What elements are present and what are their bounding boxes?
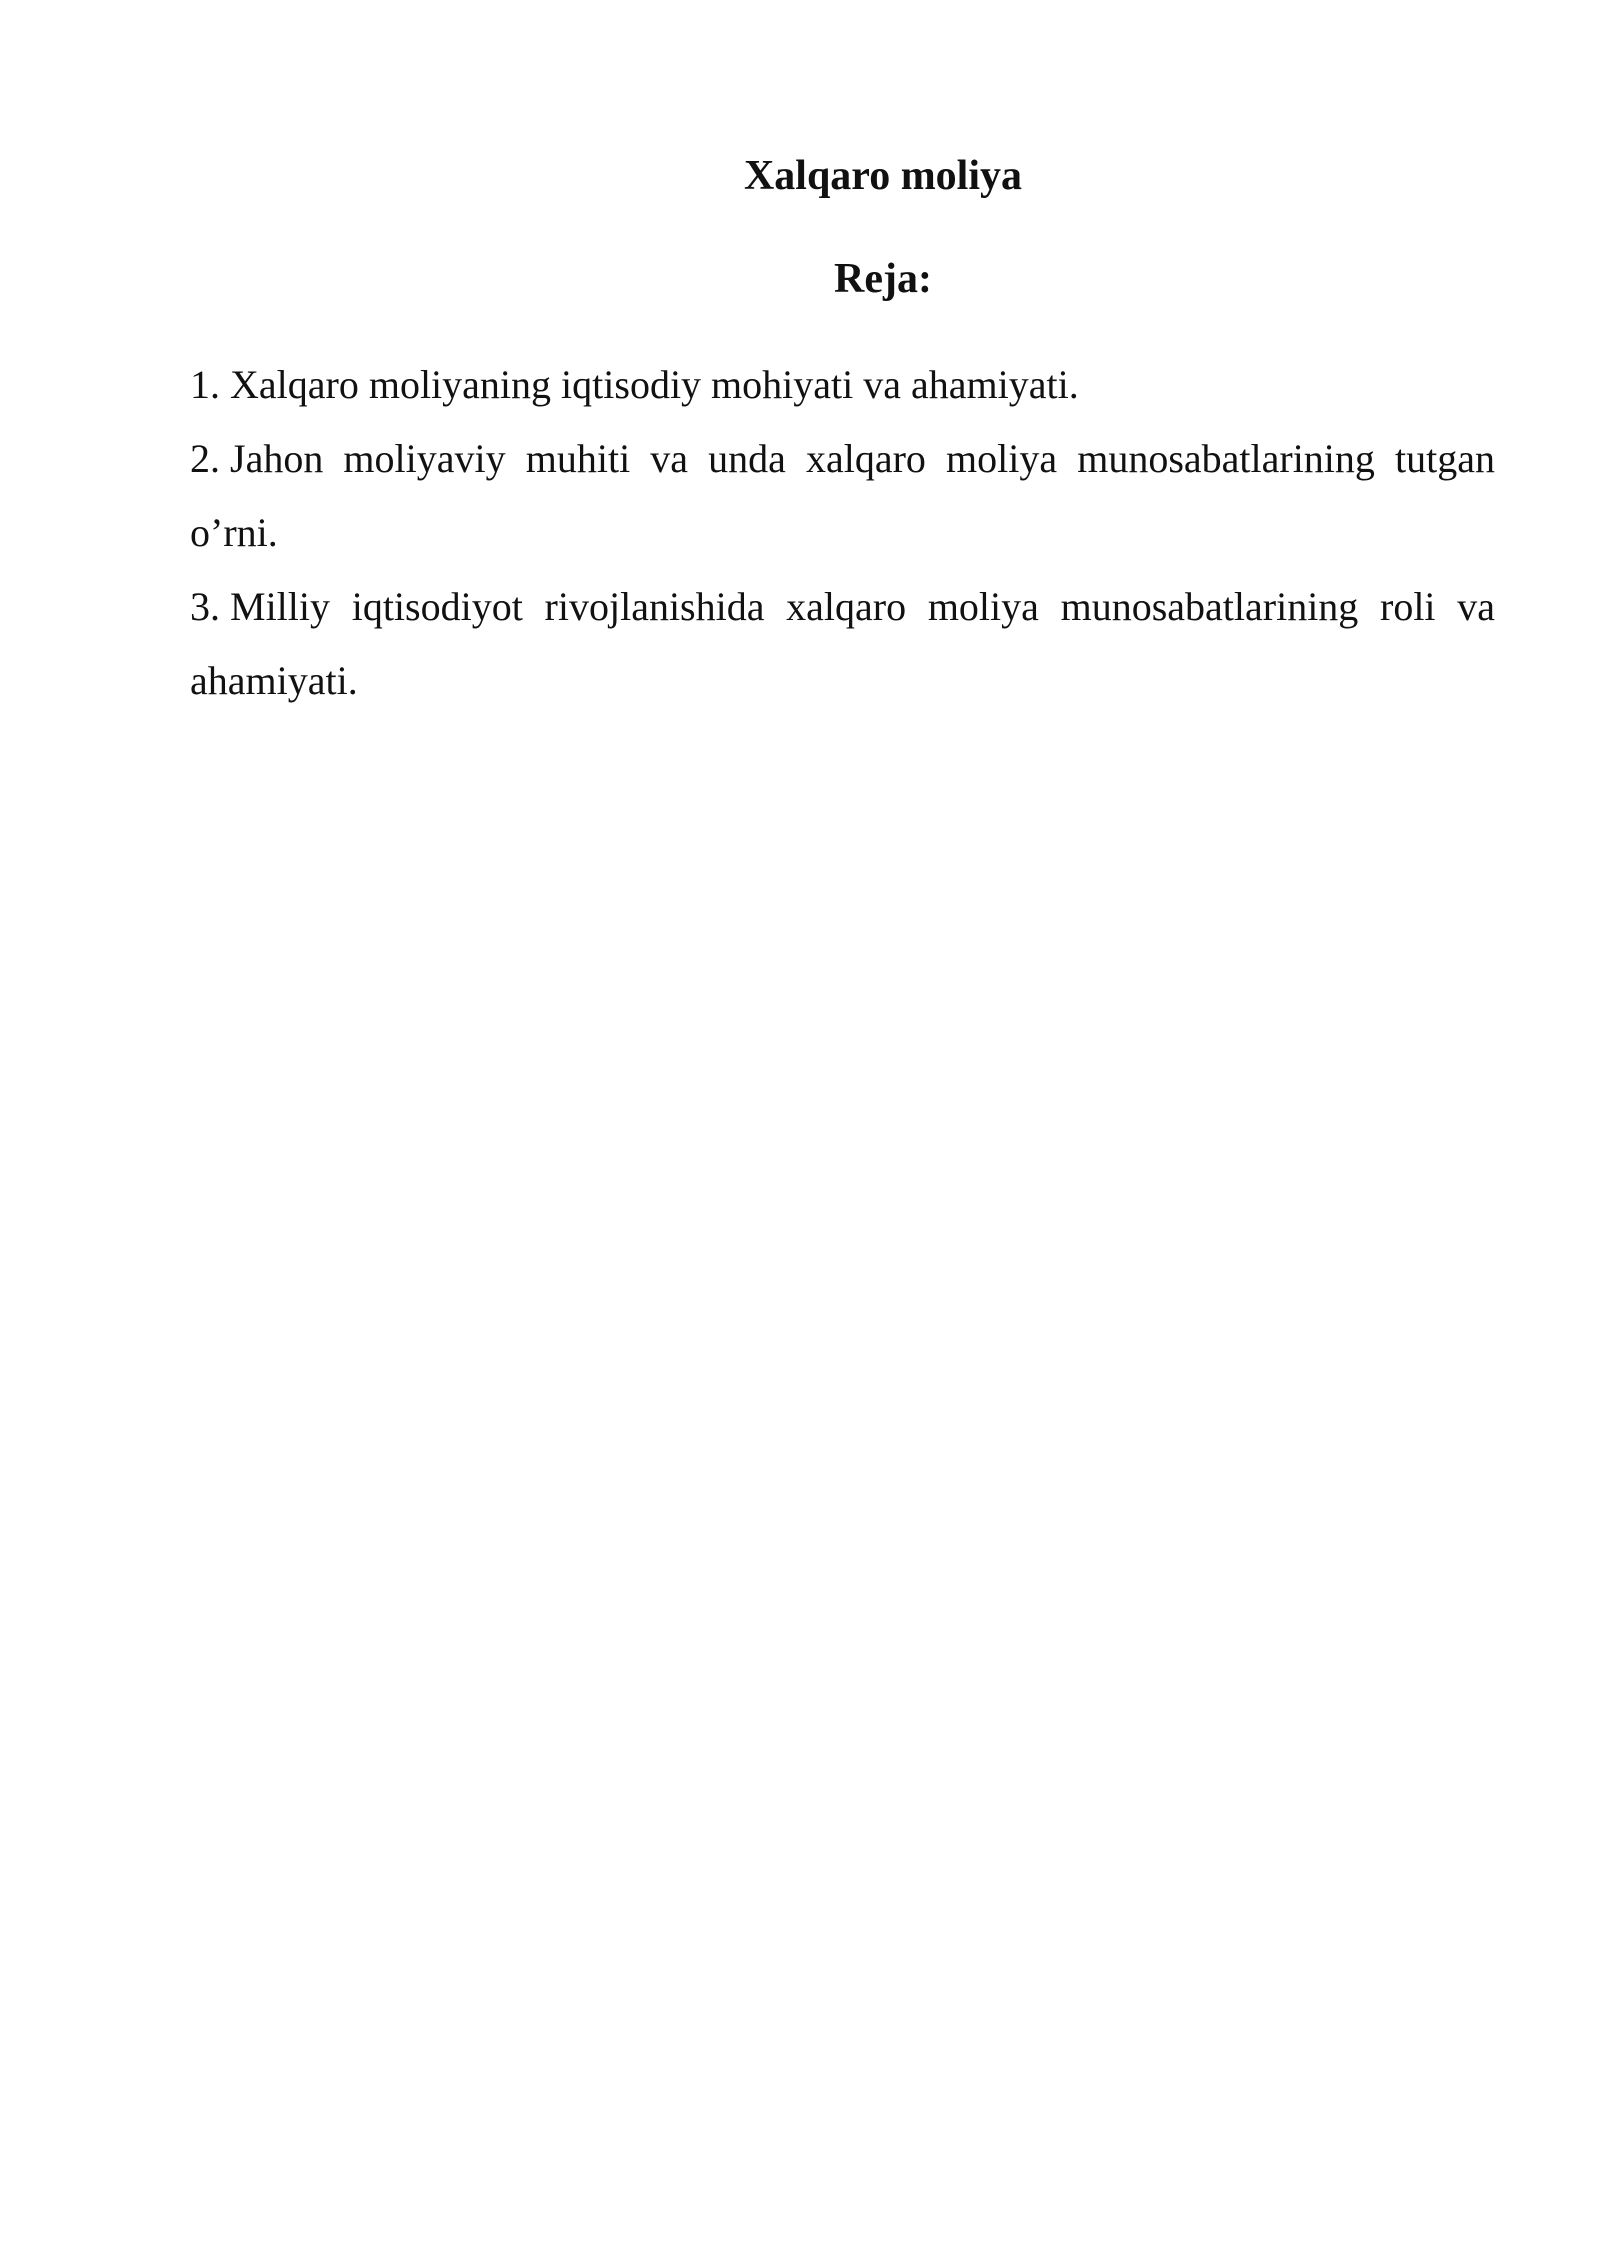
plan-list [190,348,1495,718]
plan-item-2 [190,422,1495,570]
plan-item-text: Milliy iqtisodiyot rivojlanishida xalqaro moliya munosabatlarining roli va ahamiyati. [190,584,1495,703]
document-title: Xalqaro moliya [743,153,1023,199]
plan-item-1 [190,348,1495,422]
plan-item-3 [190,570,1495,718]
plan-item-text: Xalqaro moliyaning iqtisodiy mohiyati va ahamiyati. [230,362,1079,407]
plan-item-number: 2. [190,436,220,481]
plan-heading: Reja: [834,256,932,302]
plan-item-number: 3. [190,584,220,629]
plan-item-text: Jahon moliyaviy muhiti va unda xalqaro moliya munosabatlarining tutgan o’rni. [190,436,1495,555]
plan-item-number: 1. [190,362,220,407]
